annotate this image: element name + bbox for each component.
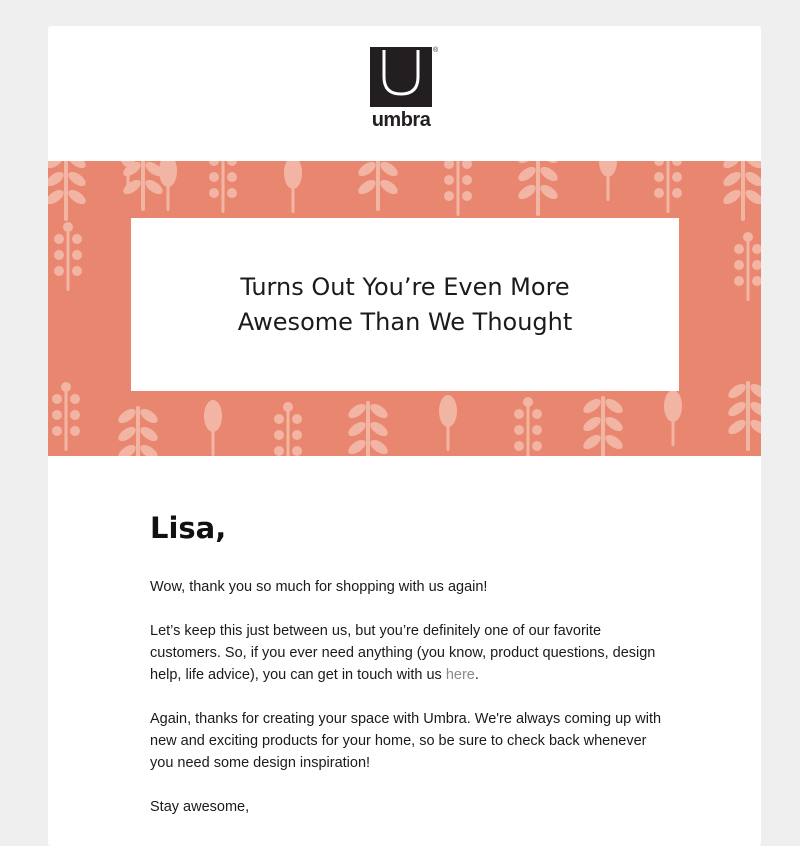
- paragraph-thanks: Wow, thank you so much for shopping with us again!: [150, 579, 488, 595]
- umbra-u-icon: [370, 47, 432, 107]
- paragraph-inspiration: Again, thanks for creating your space with Umbra. We're always coming up with new and exciting products for your home, so be sure to check back whenever you need some design inspiration!: [150, 711, 662, 771]
- paragraph-contact: [150, 620, 670, 686]
- paragraph-contact-text: Let’s keep this just between us, but you’re definitely one of our favorite customers. So, if you ever need anything (you know, product questions, design help, life advice), you can get in touch with us: [150, 623, 656, 683]
- greeting: Lisa,: [150, 511, 227, 545]
- signoff: Stay awesome,: [150, 799, 250, 815]
- umbra-logo[interactable]: [370, 47, 442, 139]
- header: [48, 47, 761, 139]
- contact-link[interactable]: here: [445, 667, 475, 683]
- hero-title-box: [131, 218, 679, 391]
- hero-banner: [48, 161, 761, 456]
- brand-wordmark: umbra: [371, 109, 431, 131]
- paragraph-contact-end: .: [474, 667, 479, 683]
- hero-title: Turns Out You’re Even More Awesome Than We Thought: [237, 272, 573, 336]
- email-body: [150, 508, 670, 840]
- registered-mark: ®: [433, 47, 439, 54]
- email-card: [48, 26, 761, 846]
